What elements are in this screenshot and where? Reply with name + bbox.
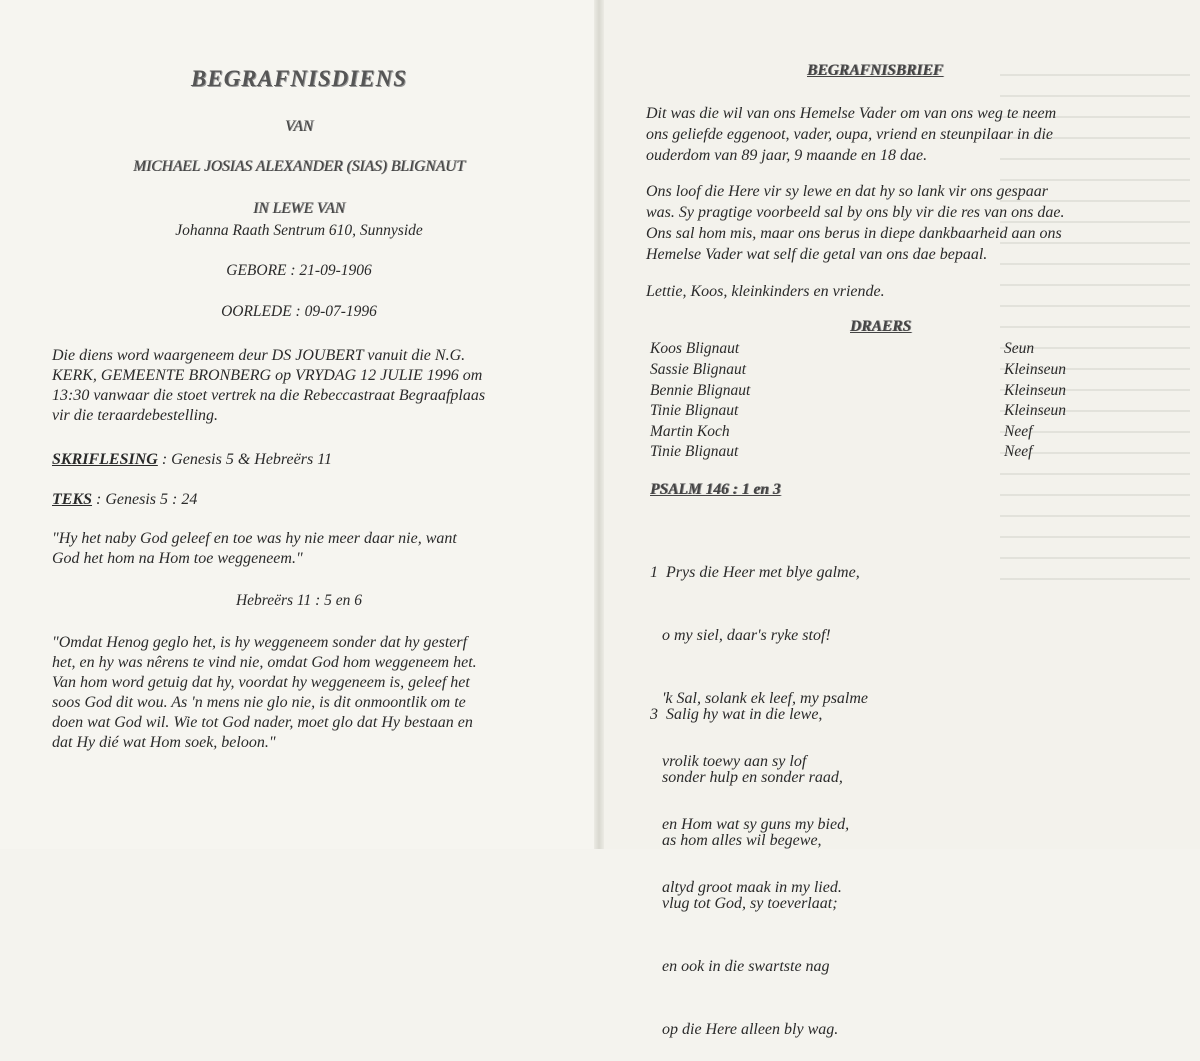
verse-line: sonder hulp en sonder raad,	[650, 769, 843, 786]
verse-line: 'k Sal, solank ek leef, my psalme	[650, 690, 869, 707]
quote-line: "Omdat Henog geglo het, is hy weggeneem sonder dat hy gesterf	[52, 634, 468, 651]
letter-paragraph-1	[646, 103, 1056, 166]
bearer-name: Martin Koch	[650, 423, 730, 440]
in-lewe-van-label: IN LEWE VAN	[253, 200, 345, 217]
psalm-verse-3	[650, 662, 843, 1061]
letter-title-text: BEGRAFNISBRIEF	[807, 62, 944, 79]
teks-value: : Genesis 5 : 24	[96, 491, 198, 508]
draers-title	[850, 318, 911, 336]
teks-label: TEKS	[52, 491, 93, 508]
verse-line: vlug tot God, sy toeverlaat;	[650, 895, 838, 912]
hebreers-reference: Hebreërs 11 : 5 en 6	[235, 592, 363, 609]
bearer-name: Koos Blignaut	[650, 340, 740, 357]
teks-line	[52, 490, 197, 510]
bearer-relation: Neef	[1004, 423, 1033, 440]
quote-line: Van hom word getuig dat hy, voordat hy weggeneem is, geleef het	[52, 674, 470, 691]
service-paragraph	[52, 346, 485, 426]
bearer-name: Bennie Blignaut	[650, 382, 751, 399]
letter-signoff: Lettie, Koos, kleinkinders en vriende.	[646, 283, 885, 300]
bearer-relation: Neef	[1004, 443, 1033, 460]
paragraph-line: was. Sy pragtige voorbeeld sal by ons bly vir die res van ons dae.	[646, 204, 1065, 221]
verse-line: vrolik toewy aan sy lof	[650, 753, 807, 770]
bearer-relation: Kleinseun	[1004, 382, 1066, 399]
verse-line: altyd groot maak in my lied.	[650, 879, 842, 896]
quote-line: soos God dit wou. As 'n mens nie glo nie, is dit onmoontlik om te	[52, 694, 466, 711]
death-date: OORLEDE : 09-07-1996	[221, 303, 377, 320]
service-line: KERK, GEMEENTE BRONBERG op VRYDAG 12 JULIE 1996 om	[52, 367, 483, 384]
paragraph-line: Hemelse Vader wat self die getal van ons dae bepaal.	[646, 246, 988, 263]
verse-line: o my siel, daar's ryke stof!	[650, 627, 831, 644]
verse-line: as hom alles wil begewe,	[650, 832, 822, 849]
van-label: VAN	[284, 118, 314, 135]
service-line: 13:30 vanwaar die stoet vertrek na die Rebeccastraat Begraafplaas	[52, 387, 486, 404]
address: Johanna Raath Sentrum 610, Sunnyside	[175, 222, 423, 239]
verse-line: op die Here alleen bly wag.	[650, 1021, 839, 1038]
psalm-title-text: PSALM 146 : 1 en 3	[650, 481, 781, 498]
letter-paragraph-2	[646, 181, 1064, 265]
quote-genesis	[52, 529, 457, 569]
service-line: Die diens word waargeneem deur DS JOUBERT vanuit die N.G.	[52, 347, 466, 364]
bearer-name: Tinie Blignaut	[650, 443, 739, 460]
verse-line: en Hom wat sy guns my bied,	[650, 816, 850, 833]
page-fold	[594, 0, 604, 849]
skriflesing-line	[52, 450, 332, 470]
verse-line: 3 Salig hy wat in die lewe,	[650, 706, 823, 723]
service-title: BEGRAFNISDIENS	[191, 66, 407, 91]
deceased-name: MICHAEL JOSIAS ALEXANDER (SIAS) BLIGNAUT	[133, 158, 465, 175]
bearer-relation: Seun	[1004, 340, 1035, 357]
skriflesing-value: : Genesis 5 & Hebreërs 11	[161, 451, 333, 468]
paragraph-line: Ons sal hom mis, maar ons berus in diepe dankbaarheid aan ons	[646, 225, 1062, 242]
skriflesing-label: SKRIFLESING	[52, 451, 158, 468]
quote-hebreers	[52, 633, 477, 753]
service-line: vir die teraardebestelling.	[52, 407, 219, 424]
verse-line: en ook in die swartste nag	[650, 958, 830, 975]
paragraph-line: Dit was die wil van ons Hemelse Vader om van ons weg te neem	[646, 105, 1057, 122]
bearer-name: Sassie Blignaut	[650, 361, 747, 378]
quote-line: "Hy het naby God geleef en toe was hy nie meer daar nie, want	[52, 530, 457, 547]
paragraph-line: ons geliefde eggenoot, vader, oupa, vriend en steunpilaar in die	[646, 126, 1054, 143]
birth-date: GEBORE : 21-09-1906	[226, 262, 372, 279]
quote-line: dat Hy dié wat Hom soek, beloon."	[52, 734, 276, 751]
bearer-name: Tinie Blignaut	[650, 402, 739, 419]
left-page	[0, 0, 598, 849]
draers-title-text: DRAERS	[850, 318, 912, 335]
quote-line: God het hom na Hom toe weggeneem."	[52, 550, 303, 567]
paragraph-line: Ons loof die Here vir sy lewe en dat hy so lank vir ons gespaar	[646, 183, 1049, 200]
bearer-relation: Kleinseun	[1004, 361, 1066, 378]
quote-line: het, en hy was nêrens te vind nie, omdat God hom weggeneem het.	[52, 654, 477, 671]
letter-title	[807, 62, 943, 80]
bearer-relation: Kleinseun	[1004, 402, 1066, 419]
verse-line: 1 Prys die Heer met blye galme,	[650, 564, 860, 581]
paragraph-line: ouderdom van 89 jaar, 9 maande en 18 dae.	[646, 147, 928, 164]
psalm-title	[650, 481, 780, 499]
quote-line: doen wat God wil. Wie tot God nader, moet glo dat Hy bestaan en	[52, 714, 473, 731]
